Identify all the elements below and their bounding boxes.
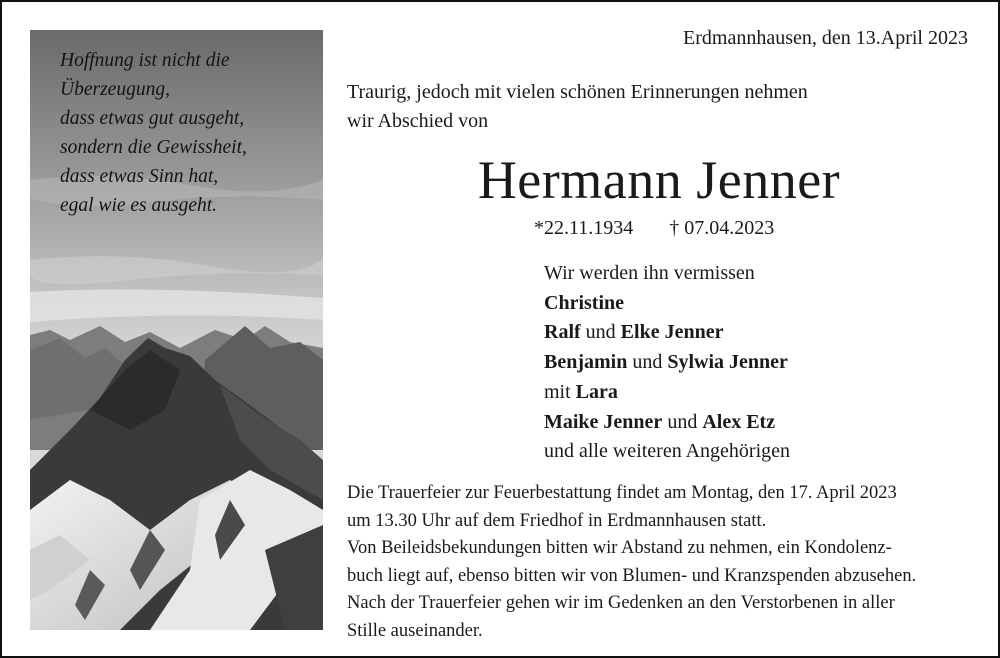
mourner-name: Benjamin	[544, 351, 628, 374]
quote-line: Überzeugung,	[60, 79, 170, 100]
mourner-line	[544, 408, 790, 438]
mourners-list	[544, 259, 790, 467]
quote	[60, 46, 247, 220]
mourner-line	[544, 348, 790, 378]
preposition: mit	[544, 380, 571, 403]
notice-line: Nach der Trauerfeier gehen wir im Gedenken an den Verstorbenen in aller	[347, 593, 895, 613]
conjunction: und	[667, 410, 698, 433]
notice-line: Stille auseinander.	[347, 620, 483, 641]
quote-line: Hoffnung ist nicht die	[60, 50, 230, 71]
place-date: Erdmannhausen, den 13.April 2023	[683, 27, 968, 49]
mourner-name: Sylwia Jenner	[667, 351, 788, 374]
mountain-photo	[30, 30, 323, 630]
death-date: † 07.04.2023	[669, 217, 775, 239]
notice-line: Von Beileidsbekundungen bitten wir Abstand zu nehmen, ein Kondolenz-	[347, 538, 892, 558]
quote-line: sondern die Gewissheit,	[60, 137, 247, 158]
deceased-name: Hermann Jenner	[477, 150, 841, 210]
life-dates	[534, 217, 774, 240]
funeral-notice	[347, 480, 916, 645]
mourner-name: Christine	[544, 291, 624, 314]
mourner-line	[544, 289, 790, 319]
conjunction: und	[632, 351, 663, 374]
intro-line: Traurig, jedoch mit vielen schönen Erinnerungen nehmen	[347, 81, 808, 103]
mourner-line	[544, 318, 790, 348]
mourners-closing: und alle weiteren Angehörigen	[544, 440, 791, 463]
quote-line: dass etwas Sinn hat,	[60, 166, 219, 187]
mourner-name: Ralf	[544, 321, 581, 344]
notice-line: buch liegt auf, ebenso bitten wir von Blumen- und Kranzspenden abzusehen.	[347, 565, 917, 586]
mourner-line	[544, 378, 790, 408]
mourner-name: Alex Etz	[702, 410, 776, 433]
mourner-name: Lara	[575, 380, 618, 403]
mourner-name: Elke Jenner	[620, 321, 724, 344]
notice-line: um 13.30 Uhr auf dem Friedhof in Erdmannhausen statt.	[347, 510, 767, 531]
mourners-heading: Wir werden ihn vermissen	[544, 262, 755, 284]
birth-date: *22.11.1934	[534, 217, 634, 239]
intro-text	[347, 78, 808, 136]
quote-line: egal wie es ausgeht.	[60, 195, 218, 216]
quote-line: dass etwas gut ausgeht,	[60, 108, 245, 129]
notice-line: Die Trauerfeier zur Feuerbestattung findet am Montag, den 17. April 2023	[347, 483, 897, 503]
intro-line: wir Abschied von	[347, 110, 489, 132]
mourner-name: Maike Jenner	[544, 410, 663, 433]
conjunction: und	[585, 321, 616, 344]
